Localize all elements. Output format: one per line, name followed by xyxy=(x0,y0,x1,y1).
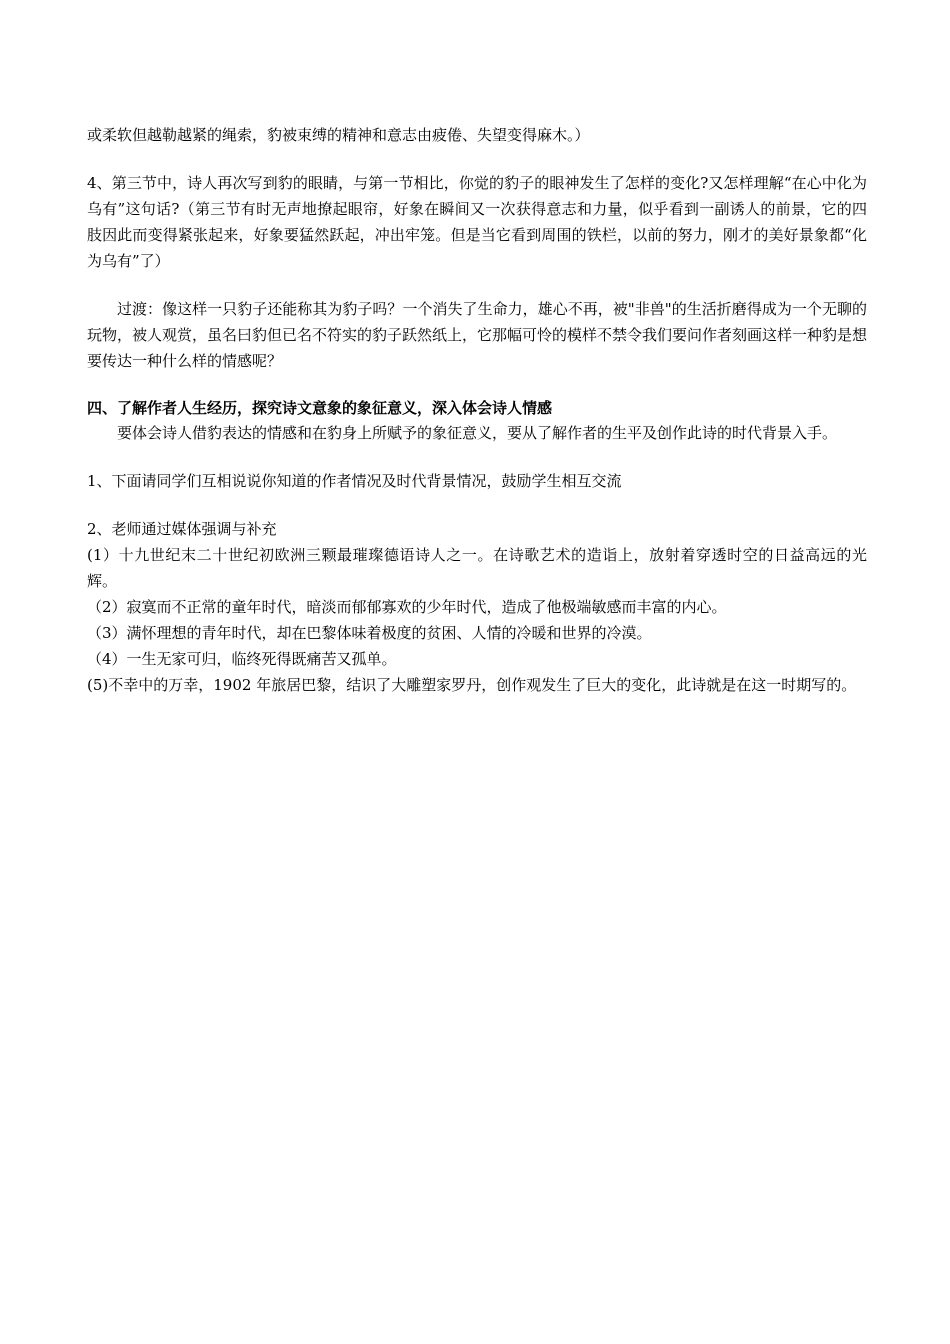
section-4-heading: 四、了解作者人生经历，探究诗文意象的象征意义，深入体会诗人情感 xyxy=(87,399,553,417)
point-4: （4）一生无家可归，临终死得既痛苦又孤单。 xyxy=(87,650,397,668)
section-4-intro: 要体会诗人借豹表达的情感和在豹身上所赋予的象征意义，要从了解作者的生平及创作此诗的时代背景入手。 xyxy=(117,424,838,442)
spacer xyxy=(87,374,867,396)
point-3: （3）满怀理想的青年时代，却在巴黎体味着极度的贫困、人情的冷暖和世界的冷漠。 xyxy=(87,624,652,642)
step-2: 2、老师通过媒体强调与补充 xyxy=(87,520,277,538)
step-1: 1、下面请同学们互相说说你知道的作者情况及时代背景情况，鼓励学生相互交流 xyxy=(87,472,622,490)
paragraph-continuation: 或柔软但越勒越紧的绳索，豹被束缚的精神和意志由疲倦、失望变得麻木。） xyxy=(87,126,590,144)
document-page xyxy=(87,122,867,698)
question-4: 4、第三节中，诗人再次写到豹的眼睛，与第一节相比，你觉的豹子的眼神发生了怎样的变化?又怎样理解“在心中化为乌有”这句话?（第三节有时无声地撩起眼帘，好象在瞬间又一次获得意志和力量，似乎看到一副诱人的前景，它的四肢因此而变得紧张起来，好象要猛然跃起，冲出牢笼。但是当它看到周围的铁栏，以前的努力，刚才的美好景象都“化为乌有”了） xyxy=(87,174,867,270)
transition-paragraph: 过渡：像这样一只豹子还能称其为豹子吗？一个消失了生命力，雄心不再，被"非兽"的生活折磨得成为一个无聊的玩物，被人观赏，虽名曰豹但已名不符实的豹子跃然纸上，它那幅可怜的模样不禁令我们要问作者刻画这样一种豹是想要传达一种什么样的情感呢？ xyxy=(87,300,868,370)
spacer xyxy=(87,148,867,170)
spacer xyxy=(87,494,867,516)
spacer xyxy=(87,446,867,468)
point-5: (5)不幸中的万幸，1902 年旅居巴黎，结识了大雕塑家罗丹，创作观发生了巨大的变化，此诗就是在这一时期写的。 xyxy=(87,676,857,694)
point-2: （2）寂寞而不正常的童年时代，暗淡而郁郁寡欢的少年时代，造成了他极端敏感而丰富的内心。 xyxy=(87,598,727,616)
spacer xyxy=(87,274,867,296)
point-1: (1）十九世纪末二十世纪初欧洲三颗最璀璨德语诗人之一。在诗歌艺术的造诣上，放射着穿透时空的日益高远的光辉。 xyxy=(87,546,867,590)
